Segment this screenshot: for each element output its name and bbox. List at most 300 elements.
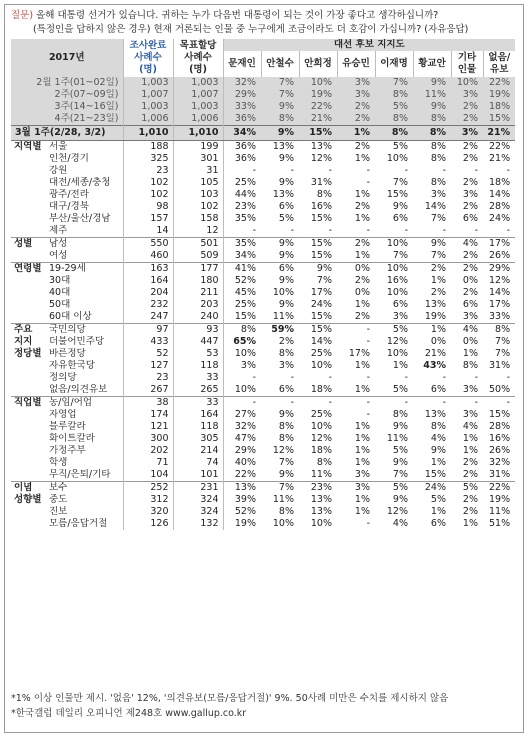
value-cell: 17% — [310, 287, 332, 298]
value-cell: 5% — [392, 445, 408, 456]
value-cell: - — [366, 177, 370, 188]
row-label: 19-29세 — [47, 263, 123, 276]
done-count: 1,003 — [123, 101, 173, 113]
value-cell: 32% — [223, 421, 261, 433]
value-cell: 10% — [310, 360, 332, 371]
current-row — [11, 126, 515, 141]
row-label: 국민의당 — [47, 324, 123, 337]
value-cell: 7% — [375, 77, 413, 89]
value-cell: 9% — [392, 457, 408, 468]
value-cell: 11% — [272, 311, 294, 322]
value-cell: - — [290, 225, 294, 236]
header-line: 인물 — [457, 64, 477, 75]
value-cell: - — [442, 165, 446, 176]
footnotes — [11, 691, 448, 721]
value-cell: 18% — [488, 177, 511, 188]
row-label: 농/임/어업 — [47, 397, 123, 410]
header-line: 사례수 — [134, 52, 162, 63]
done-count: 104 — [123, 469, 173, 482]
value-cell: 15% — [483, 113, 515, 126]
value-cell: - — [328, 165, 332, 176]
value-cell: 29% — [223, 445, 261, 457]
value-cell: 6% — [261, 263, 299, 276]
target-count: 447 — [173, 336, 223, 348]
other-header — [451, 51, 483, 77]
value-cell: 17% — [348, 348, 370, 359]
value-cell: 8% — [430, 177, 446, 188]
table-row — [11, 372, 515, 384]
value-cell: 2% — [337, 238, 375, 251]
value-cell: 22% — [483, 141, 515, 154]
value-cell: 12% — [386, 506, 408, 517]
value-cell: 18% — [310, 384, 332, 395]
trend-row — [11, 77, 515, 89]
value-cell: 8% — [278, 433, 294, 444]
value-cell: 16% — [488, 433, 511, 444]
row-label: 여성 — [49, 250, 68, 261]
value-cell: 10% — [451, 77, 483, 89]
row-label: 학생 — [49, 457, 68, 468]
value-cell: 10% — [386, 153, 408, 164]
group-label-text: 연령별 — [14, 263, 42, 274]
value-cell: - — [337, 324, 375, 337]
candidate-group-header: 대선 후보 지지도 — [223, 39, 515, 51]
value-cell: 15% — [424, 469, 446, 480]
value-cell: 22% — [483, 482, 515, 495]
value-cell: - — [474, 165, 478, 176]
value-cell: 18% — [483, 101, 515, 113]
table-row — [11, 299, 515, 311]
value-cell: - — [442, 225, 446, 236]
value-cell: 6% — [462, 213, 478, 224]
value-cell: 22% — [483, 77, 515, 89]
value-cell: 1% — [354, 189, 370, 200]
target-count: 509 — [173, 250, 223, 263]
target-count: 101 — [173, 469, 223, 482]
target-count: 132 — [173, 518, 223, 530]
value-cell: 1% — [462, 433, 478, 444]
value-cell: - — [366, 225, 370, 236]
target-count: 53 — [173, 348, 223, 360]
table-row — [11, 250, 515, 263]
value-cell: 2% — [462, 177, 478, 188]
value-cell: 1% — [354, 445, 370, 456]
value-cell: - — [290, 372, 294, 383]
value-cell: 24% — [310, 299, 332, 310]
value-cell: 1% — [354, 433, 370, 444]
value-cell: 31% — [310, 177, 332, 188]
trend-row — [11, 89, 515, 101]
value-cell: 9% — [278, 275, 294, 286]
target-count: 1,007 — [173, 89, 223, 101]
value-cell: 2% — [413, 263, 451, 276]
table-row — [11, 384, 515, 397]
value-cell: 3% — [354, 469, 370, 480]
value-cell: 7% — [261, 77, 299, 89]
value-cell: 23% — [223, 201, 261, 213]
group-label — [11, 141, 47, 238]
row-label: 진보 — [49, 506, 68, 517]
row-label: 자유한국당 — [49, 360, 95, 371]
done-count: 157 — [123, 213, 173, 225]
value-cell: 6% — [430, 384, 446, 395]
value-cell: 9% — [413, 77, 451, 89]
done-count: 71 — [123, 457, 173, 469]
value-cell: 1% — [337, 126, 375, 141]
value-cell: - — [261, 397, 299, 410]
value-cell: 11% — [310, 469, 332, 480]
row-label: 자영업 — [49, 409, 77, 420]
value-cell: 3% — [392, 311, 408, 322]
row-label: 3월 1주(2/28, 3/2) — [11, 126, 123, 141]
value-cell: 1% — [354, 457, 370, 468]
value-cell: 25% — [310, 348, 332, 359]
value-cell: 8% — [316, 457, 332, 468]
value-cell: 13% — [272, 189, 294, 200]
value-cell: - — [442, 372, 446, 383]
value-cell: - — [451, 397, 483, 410]
target-count: 1,006 — [173, 113, 223, 126]
value-cell: 1% — [354, 384, 370, 395]
target-count: 324 — [173, 506, 223, 518]
target-count: 203 — [173, 299, 223, 311]
value-cell: 18% — [310, 445, 332, 456]
value-cell: 34% — [223, 126, 261, 141]
value-cell: 31% — [488, 360, 511, 371]
row-label: 화이트칼라 — [49, 433, 95, 444]
target-count-header — [173, 39, 223, 77]
header-line: (명) — [139, 64, 157, 75]
value-cell: 9% — [278, 469, 294, 480]
target-count: 1,003 — [173, 101, 223, 113]
value-cell: 10% — [375, 263, 413, 276]
value-cell: 45% — [223, 287, 261, 299]
question-text — [11, 9, 517, 37]
question-label: 질문) — [11, 10, 34, 21]
value-cell: 3% — [462, 384, 478, 395]
value-cell: 1% — [462, 518, 478, 529]
value-cell: 41% — [223, 263, 261, 276]
value-cell: 2% — [462, 506, 478, 517]
value-cell: 2% — [451, 101, 483, 113]
table-row — [11, 336, 515, 348]
value-cell: 25% — [223, 299, 261, 311]
value-cell: 28% — [488, 201, 511, 212]
value-cell: 25% — [310, 409, 332, 420]
value-cell: 31% — [488, 469, 511, 480]
value-cell: - — [366, 165, 370, 176]
value-cell: - — [328, 372, 332, 383]
target-count: 118 — [173, 360, 223, 372]
value-cell: 8% — [223, 324, 261, 337]
done-count: 202 — [123, 445, 173, 457]
value-cell: 2% — [451, 141, 483, 154]
value-cell: 9% — [278, 409, 294, 420]
value-cell: 8% — [375, 126, 413, 141]
value-cell: 9% — [392, 201, 408, 212]
value-cell: 6% — [430, 518, 446, 529]
value-cell: 1% — [354, 250, 370, 261]
value-cell: - — [337, 397, 375, 410]
value-cell: 3% — [337, 77, 375, 89]
value-cell: 21% — [488, 153, 511, 164]
table-row — [11, 238, 515, 251]
value-cell: 6% — [278, 201, 294, 212]
value-cell: 8% — [462, 360, 478, 371]
value-cell: 1% — [354, 421, 370, 432]
value-cell: 0% — [337, 263, 375, 276]
done-count: 320 — [123, 506, 173, 518]
value-cell: 9% — [278, 153, 294, 164]
row-label: 광주/전라 — [49, 189, 89, 200]
value-cell: 0% — [462, 275, 478, 286]
table-row — [11, 445, 515, 457]
value-cell: 15% — [223, 311, 261, 324]
done-count: 102 — [123, 177, 173, 189]
value-cell: 2% — [451, 113, 483, 126]
value-cell: - — [474, 372, 478, 383]
row-label: 없음/의견유보 — [49, 384, 108, 395]
value-cell: 8% — [375, 113, 413, 126]
value-cell: 15% — [299, 324, 337, 337]
value-cell: 9% — [299, 263, 337, 276]
target-count: 231 — [173, 482, 223, 495]
value-cell: 7% — [278, 457, 294, 468]
row-label: 2주(07~09일) — [11, 89, 123, 101]
value-cell: 13% — [424, 409, 446, 420]
value-cell: 33% — [488, 311, 511, 322]
value-cell: 50% — [488, 384, 511, 395]
header-row — [11, 39, 515, 51]
target-count: 501 — [173, 238, 223, 251]
value-cell: 32% — [223, 77, 261, 89]
value-cell: - — [223, 397, 261, 410]
value-cell: 2% — [337, 101, 375, 113]
group-label-text: 지역별 — [14, 141, 42, 152]
target-count: 199 — [173, 141, 223, 154]
candidate-header: 안희정 — [299, 51, 337, 77]
value-cell: 6% — [392, 213, 408, 224]
value-cell: - — [366, 336, 370, 347]
table-row — [11, 433, 515, 445]
value-cell: 29% — [223, 89, 261, 101]
value-cell: 2% — [278, 336, 294, 347]
done-count: 325 — [123, 153, 173, 165]
row-label: 30대 — [49, 275, 71, 286]
done-count: 460 — [123, 250, 173, 263]
value-cell: 10% — [386, 287, 408, 298]
value-cell: 11% — [272, 494, 294, 505]
header-line: 목표할당 — [179, 40, 217, 51]
target-count: 33 — [173, 372, 223, 384]
value-cell: 10% — [272, 287, 294, 298]
value-cell: 7% — [392, 177, 408, 188]
value-cell: 3% — [337, 89, 375, 101]
value-cell: 12% — [310, 433, 332, 444]
value-cell: 14% — [488, 287, 511, 298]
footnote-1: *1% 이상 인물만 제시. '없음' 12%, '의견유보(모름/응답거절)' 9%. 50사례 미만은 수치를 제시하지 않음 — [11, 693, 449, 704]
table-row — [11, 311, 515, 324]
target-count: 118 — [173, 421, 223, 433]
row-label: 강원 — [49, 165, 68, 176]
value-cell: - — [474, 225, 478, 236]
value-cell: 19% — [299, 89, 337, 101]
done-count: 232 — [123, 299, 173, 311]
value-cell: 4% — [462, 421, 478, 432]
header-line: 조사완료 — [129, 40, 167, 51]
value-cell: 8% — [483, 324, 515, 337]
value-cell: 7% — [495, 348, 511, 359]
value-cell: - — [299, 397, 337, 410]
trend-row — [11, 101, 515, 113]
value-cell: 1% — [462, 445, 478, 456]
value-cell: 3% — [430, 189, 446, 200]
target-count: 103 — [173, 189, 223, 201]
candidate-header: 안철수 — [261, 51, 299, 77]
row-label: 2월 1주(01~02일) — [11, 77, 123, 89]
row-label: 부산/울산/경남 — [49, 213, 111, 224]
group-label — [11, 238, 47, 263]
done-count: 204 — [123, 287, 173, 299]
done-count: 126 — [123, 518, 173, 530]
value-cell: 1% — [354, 494, 370, 505]
target-count: 31 — [173, 165, 223, 177]
done-count: 1,010 — [123, 126, 173, 141]
value-cell: 35% — [223, 238, 261, 251]
value-cell: 16% — [386, 275, 408, 286]
header-line: (명) — [189, 64, 207, 75]
candidate-header: 이재명 — [375, 51, 413, 77]
value-cell: 13% — [223, 482, 261, 495]
group-label-text: 직업별 — [14, 397, 42, 408]
value-cell: - — [366, 372, 370, 383]
value-cell: 8% — [413, 113, 451, 126]
trend-row — [11, 113, 515, 126]
value-cell: 2% — [337, 113, 375, 126]
done-count: 23 — [123, 165, 173, 177]
value-cell: 15% — [488, 409, 511, 420]
row-label: 4주(21~23일) — [11, 113, 123, 126]
value-cell: - — [366, 409, 370, 420]
group-label-text: 성별 — [14, 238, 33, 249]
row-label: 정의당 — [49, 372, 77, 383]
done-count: 52 — [123, 348, 173, 360]
value-cell: 3% — [223, 360, 261, 372]
target-count: 102 — [173, 201, 223, 213]
done-count-header — [123, 39, 173, 77]
value-cell: 7% — [261, 89, 299, 101]
value-cell: 17% — [483, 238, 515, 251]
target-count: 1,003 — [173, 77, 223, 89]
header-line: 유보 — [490, 64, 509, 75]
table-row — [11, 469, 515, 482]
value-cell: 8% — [430, 153, 446, 164]
row-label: 무직/은퇴/기타 — [49, 469, 111, 480]
done-count: 433 — [123, 336, 173, 348]
table-row — [11, 201, 515, 213]
value-cell: 8% — [316, 189, 332, 200]
value-cell: 8% — [413, 141, 451, 154]
row-label: 중도 — [49, 494, 68, 505]
table-row — [11, 397, 515, 410]
value-cell: 2% — [430, 287, 446, 298]
table-row — [11, 518, 515, 530]
table-row — [11, 409, 515, 421]
value-cell: 9% — [392, 494, 408, 505]
value-cell: 8% — [392, 409, 408, 420]
value-cell: 19% — [223, 518, 261, 530]
table-row — [11, 457, 515, 469]
done-count: 97 — [123, 324, 173, 337]
table-row — [11, 494, 515, 506]
done-count: 252 — [123, 482, 173, 495]
value-cell: 32% — [488, 457, 511, 468]
row-label: 남성 — [47, 238, 123, 251]
value-cell: 9% — [261, 126, 299, 141]
value-cell: 15% — [299, 126, 337, 141]
done-count: 14 — [123, 225, 173, 238]
done-count: 23 — [123, 372, 173, 384]
value-cell: 2% — [462, 201, 478, 212]
value-cell: 6% — [278, 384, 294, 395]
value-cell: 1% — [430, 506, 446, 517]
value-cell: 10% — [272, 518, 294, 529]
value-cell: 9% — [278, 299, 294, 310]
year-header: 2017년 — [11, 39, 123, 77]
value-cell: 13% — [310, 494, 332, 505]
done-count: 1,007 — [123, 89, 173, 101]
done-count: 267 — [123, 384, 173, 397]
value-cell: 2% — [354, 311, 370, 322]
value-cell: 7% — [495, 336, 511, 347]
table-row — [11, 360, 515, 372]
value-cell: - — [404, 372, 408, 383]
value-cell: 0% — [430, 336, 446, 347]
value-cell: 1% — [354, 153, 370, 164]
value-cell: 10% — [299, 77, 337, 89]
value-cell: 3% — [462, 189, 478, 200]
value-cell: 1% — [354, 299, 370, 310]
group-label-line: 정당별 — [14, 348, 42, 359]
value-cell: 8% — [278, 421, 294, 432]
done-count: 1,003 — [123, 77, 173, 89]
header-line: 기타 — [457, 52, 477, 63]
row-label: 인천/경기 — [49, 153, 89, 164]
group-label-line: 주요 — [14, 324, 33, 335]
done-count: 164 — [123, 275, 173, 287]
row-label: 더불어민주당 — [49, 336, 105, 347]
value-cell: 39% — [223, 494, 261, 506]
value-cell: 22% — [299, 101, 337, 113]
candidate-header: 문재인 — [223, 51, 261, 77]
table-row — [11, 482, 515, 495]
row-label: 50대 — [49, 299, 71, 310]
target-count: 105 — [173, 177, 223, 189]
value-cell: 5% — [375, 141, 413, 154]
done-count: 1,006 — [123, 113, 173, 126]
value-cell: 59% — [261, 324, 299, 337]
value-cell: 44% — [223, 189, 261, 201]
value-cell: 40% — [223, 457, 261, 469]
question-line-1: 올해 대통령 선거가 있습니다. 귀하는 누가 다음번 대통령이 되는 것이 가장 좋다고 생각하십니까? — [36, 10, 439, 21]
row-label: 60대 이상 — [49, 311, 92, 322]
table-row — [11, 348, 515, 360]
value-cell: 15% — [310, 213, 332, 224]
value-cell: 9% — [278, 177, 294, 188]
row-label: 제주 — [49, 225, 68, 236]
value-cell: 2% — [462, 494, 478, 505]
value-cell: - — [506, 225, 511, 236]
